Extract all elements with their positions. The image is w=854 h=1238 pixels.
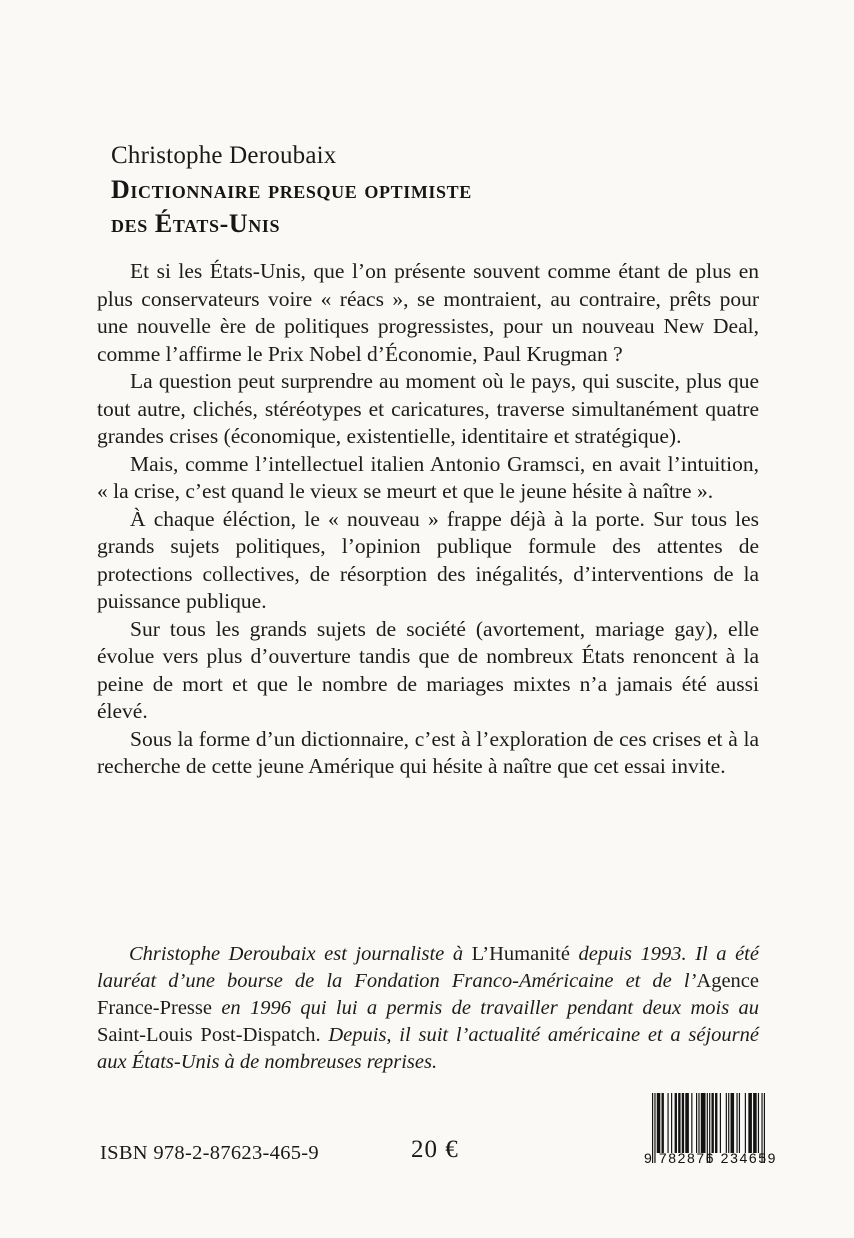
header-block	[111, 139, 472, 241]
synopsis-block	[97, 258, 759, 781]
synopsis-paragraph: La question peut surprendre au moment où le pays, qui suscite, plus que tout autre, clichés, stéréotypes et caricatures, traverse simultanément quatre grandes crises (économique, existentielle, identitaire et stratégique).	[97, 369, 759, 448]
author-bio	[97, 941, 759, 1076]
synopsis-paragraph: Mais, comme l’intellectuel italien Antonio Gramsci, en avait l’intuition, « la crise, c’est quand le vieux se meurt et que le jeune hésite à naître ».	[97, 451, 759, 503]
bio-segment: depuis 1993. Il a été lauréat d’une bourse de la Fondation Franco-Américaine et de l’	[97, 943, 759, 992]
bio-segment: L’Humanité	[471, 943, 579, 965]
book-title-line-2: des États-Unis	[111, 209, 281, 238]
bio-segment: en 1996 qui lui a permis de travailler pendant deux mois au	[221, 997, 760, 1019]
synopsis-paragraph: Sur tous les grands sujets de société (avortement, mariage gay), elle évolue vers plus d’ouverture tandis que de nombreux États renoncent à la peine de mort et que le nombre de mariages mixtes n’a jamais été aussi élevé.	[97, 616, 759, 723]
bio-segment: Saint-Louis Post-Dispatch.	[97, 1024, 329, 1046]
bio-segment: Agence France-Presse	[97, 970, 759, 1019]
book-title-line-1: Dictionnaire presque optimiste	[111, 175, 472, 204]
barcode-digits: 9 782876 234659	[644, 1150, 777, 1166]
barcode	[644, 1093, 777, 1166]
synopsis-paragraph: À chaque éléction, le « nouveau » frappe déjà à la porte. Sur tous les grands sujets politiques, l’opinion publique formule des attentes de protections collectives, de résorption des inégalités, d’interventions de la puissance publique.	[97, 506, 759, 613]
price-text: 20 €	[411, 1136, 459, 1163]
bio-segment: Depuis, il suit l’actualité américaine et a séjourné aux États-Unis à de nombreuses reprises.	[97, 1024, 760, 1073]
author-name: Christophe Deroubaix	[111, 142, 337, 169]
bio-segment: Christophe Deroubaix est journaliste à	[129, 943, 472, 965]
isbn-text: ISBN 978-2-87623-465-9	[100, 1142, 319, 1164]
synopsis-paragraph: Sous la forme d’un dictionnaire, c’est à l’exploration de ces crises et à la recherche de cette jeune Amérique qui hésite à naître que cet essai invite.	[97, 726, 759, 778]
synopsis-paragraph: Et si les États-Unis, que l’on présente souvent comme étant de plus en plus conservateurs voire « réacs », se montraient, au contraire, prêts pour une nouvelle ère de politiques progressistes, pour un nouveau New Deal, comme l’affirme le Prix Nobel d’Économie, Paul Krugman ?	[97, 259, 759, 366]
